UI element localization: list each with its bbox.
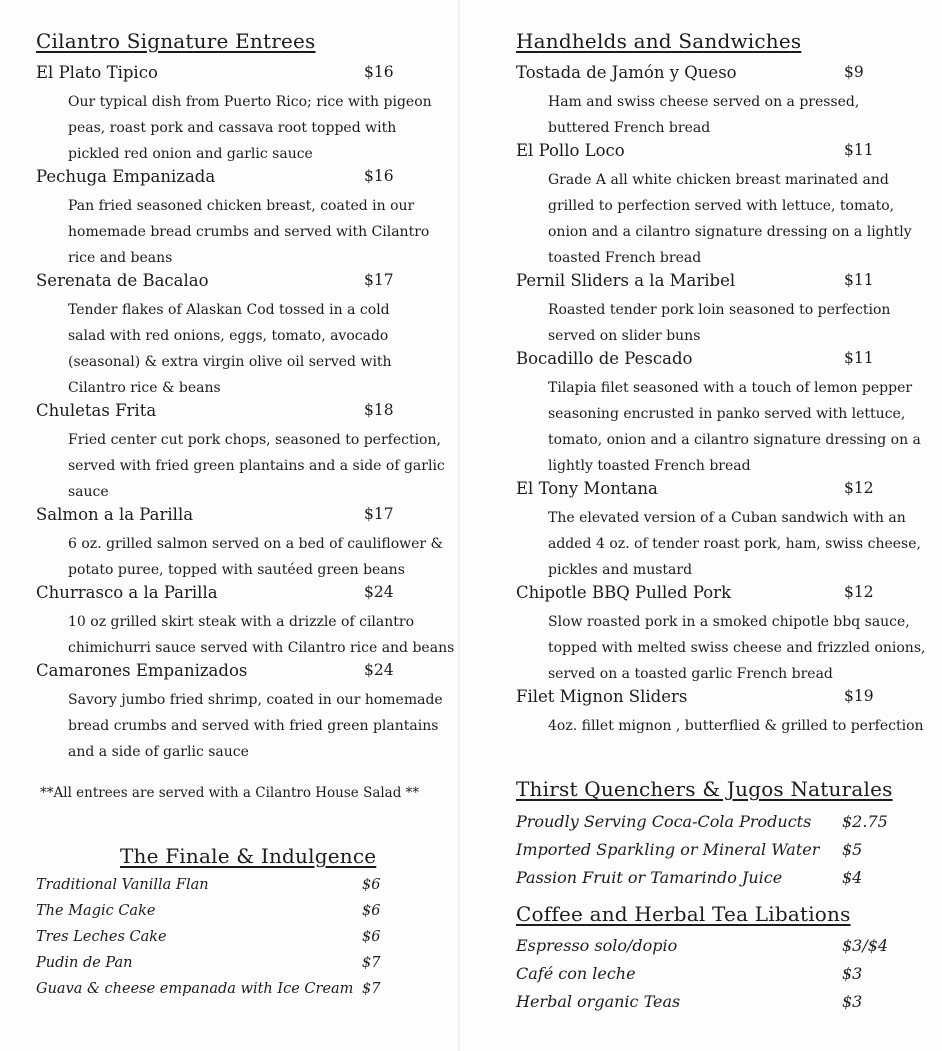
- item-price: $3: [842, 992, 863, 1011]
- item-price: $9: [844, 63, 864, 81]
- description-line: and a side of garlic sauce: [68, 744, 249, 760]
- item-description: [548, 375, 921, 479]
- item-name: Passion Fruit or Tamarindo Juice: [516, 868, 783, 887]
- item-name: El Tony Montana: [516, 479, 658, 498]
- item-name: Tostada de Jamón y Queso: [516, 63, 737, 82]
- item-name: Pernil Sliders a la Maribel: [516, 271, 736, 290]
- list-item: [36, 877, 436, 903]
- description-line: Fried center cut pork chops, seasoned to perfection,: [68, 432, 441, 448]
- item-price: $7: [362, 981, 381, 997]
- item-price: $5: [842, 840, 863, 859]
- description-line: Ham and swiss cheese served on a pressed,: [548, 94, 860, 110]
- item-price: $3/$4: [842, 936, 889, 955]
- item-price: $16: [364, 167, 394, 185]
- item-price: $24: [364, 661, 394, 679]
- item-description: [548, 713, 924, 739]
- item-name: Chipotle BBQ Pulled Pork: [516, 583, 732, 602]
- item-price: $3: [842, 964, 863, 983]
- list-item: [36, 929, 436, 955]
- description-line: 10 oz grilled skirt steak with a drizzle of cilantro: [68, 614, 415, 630]
- item-name: Pudin de Pan: [36, 955, 133, 971]
- list-item: [516, 992, 916, 1018]
- description-line: Our typical dish from Puerto Rico; rice with pigeon: [68, 94, 432, 110]
- item-description: [548, 609, 925, 687]
- item-name: Pechuga Empanizada: [36, 167, 216, 186]
- description-line: 4oz. fillet mignon , butterflied & grilled to perfection: [548, 718, 924, 734]
- item-name: El Plato Tipico: [36, 63, 158, 82]
- description-line: Pan fried seasoned chicken breast, coated in our: [68, 198, 415, 214]
- coffee-heading: Coffee and Herbal Tea Libations: [516, 902, 851, 926]
- item-price: $17: [364, 271, 394, 289]
- description-line: sauce: [68, 484, 109, 500]
- item-name: The Magic Cake: [36, 903, 156, 919]
- list-item: [36, 955, 436, 981]
- description-line: (seasonal) & extra virgin olive oil served with: [68, 354, 392, 370]
- list-item: [516, 812, 916, 838]
- description-line: homemade bread crumbs and served with Cilantro: [68, 224, 430, 240]
- description-line: peas, roast pork and cassava root topped with: [68, 120, 397, 136]
- item-price: $11: [844, 271, 874, 289]
- item-name: Espresso solo/dopio: [516, 936, 678, 955]
- description-line: Savory jumbo fried shrimp, coated in our homemade: [68, 692, 443, 708]
- description-line: served on a toasted garlic French bread: [548, 666, 833, 682]
- item-price: $7: [362, 955, 381, 971]
- item-name: Camarones Empanizados: [36, 661, 248, 680]
- item-description: [68, 531, 443, 583]
- item-description: [68, 297, 392, 401]
- item-price: $11: [844, 141, 874, 159]
- list-item: [516, 936, 916, 962]
- item-description: [68, 427, 445, 505]
- item-price: $16: [364, 63, 394, 81]
- item-price: $19: [844, 687, 874, 705]
- item-name: Guava & cheese empanada with Ice Cream: [36, 981, 354, 997]
- description-line: lightly toasted French bread: [548, 458, 751, 474]
- item-name: Filet Mignon Sliders: [516, 687, 688, 706]
- list-item: [36, 981, 436, 1007]
- description-line: added 4 oz. of tender roast pork, ham, swiss cheese,: [548, 536, 921, 552]
- description-line: served with fried green plantains and a side of garlic: [68, 458, 445, 474]
- item-price: $6: [362, 877, 381, 893]
- item-name: Serenata de Bacalao: [36, 271, 209, 290]
- sandwiches-heading: Handhelds and Sandwiches: [516, 29, 802, 53]
- item-name: Traditional Vanilla Flan: [36, 877, 209, 893]
- item-name: Imported Sparkling or Mineral Water: [516, 840, 820, 859]
- description-line: Slow roasted pork in a smoked chipotle bbq sauce,: [548, 614, 910, 630]
- item-description: [548, 167, 912, 271]
- description-line: 6 oz. grilled salmon served on a bed of cauliflower &: [68, 536, 444, 552]
- item-name: Salmon a la Parilla: [36, 505, 194, 524]
- drinks-heading: Thirst Quenchers & Jugos Naturales: [516, 777, 893, 801]
- description-line: pickles and mustard: [548, 562, 693, 578]
- item-name: Café con leche: [516, 964, 636, 983]
- item-name: Bocadillo de Pescado: [516, 349, 693, 368]
- description-line: onion and a cilantro signature dressing on a lightly: [548, 224, 912, 240]
- item-name: Tres Leches Cake: [36, 929, 167, 945]
- entrees-heading: Cilantro Signature Entrees: [36, 29, 316, 53]
- description-line: Roasted tender pork loin seasoned to perfection: [548, 302, 891, 318]
- item-description: [68, 89, 432, 167]
- list-item: [516, 868, 916, 894]
- description-line: seasoning encrusted in panko served with lettuce,: [548, 406, 906, 422]
- item-name: El Pollo Loco: [516, 141, 625, 160]
- item-price: $12: [844, 583, 874, 601]
- item-name: Herbal organic Teas: [516, 992, 681, 1011]
- entrees-note: **All entrees are served with a Cilantro House Salad **: [40, 785, 420, 801]
- description-line: Cilantro rice & beans: [68, 380, 221, 396]
- list-item: [516, 840, 916, 866]
- item-description: [548, 89, 859, 141]
- description-line: grilled to perfection served with lettuce, tomato,: [548, 198, 895, 214]
- description-line: buttered French bread: [548, 120, 711, 136]
- description-line: tomato, onion and a cilantro signature dressing on a: [548, 432, 921, 448]
- description-line: Tender flakes of Alaskan Cod tossed in a cold: [68, 302, 390, 318]
- item-description: [68, 687, 443, 765]
- item-description: [548, 505, 921, 583]
- description-line: Tilapia filet seasoned with a touch of lemon pepper: [548, 380, 913, 396]
- item-price: $6: [362, 903, 381, 919]
- item-description: [68, 609, 454, 661]
- item-price: $24: [364, 583, 394, 601]
- item-name: Churrasco a la Parilla: [36, 583, 218, 602]
- item-price: $6: [362, 929, 381, 945]
- description-line: pickled red onion and garlic sauce: [68, 146, 313, 162]
- description-line: salad with red onions, eggs, tomato, avocado: [68, 328, 389, 344]
- item-name: Proudly Serving Coca-Cola Products: [516, 812, 812, 831]
- item-price: $4: [842, 868, 863, 887]
- item-name: Chuletas Frita: [36, 401, 157, 420]
- item-price: $17: [364, 505, 394, 523]
- item-description: [548, 297, 890, 349]
- description-line: rice and beans: [68, 250, 173, 266]
- description-line: topped with melted swiss cheese and frizzled onions,: [548, 640, 926, 656]
- description-line: The elevated version of a Cuban sandwich with an: [548, 510, 906, 526]
- list-item: [36, 903, 436, 929]
- description-line: Grade A all white chicken breast marinated and: [548, 172, 889, 188]
- description-line: potato puree, topped with sautéed green beans: [68, 562, 405, 578]
- description-line: served on slider buns: [548, 328, 701, 344]
- item-description: [68, 193, 429, 271]
- item-price: $12: [844, 479, 874, 497]
- description-line: bread crumbs and served with fried green plantains: [68, 718, 439, 734]
- item-price: $11: [844, 349, 874, 367]
- desserts-heading: The Finale & Indulgence: [120, 844, 377, 868]
- item-price: $2.75: [842, 812, 888, 831]
- page-fold: [458, 0, 460, 1051]
- description-line: toasted French bread: [548, 250, 702, 266]
- list-item: [516, 964, 916, 990]
- description-line: chimichurri sauce served with Cilantro rice and beans: [68, 640, 455, 656]
- item-price: $18: [364, 401, 394, 419]
